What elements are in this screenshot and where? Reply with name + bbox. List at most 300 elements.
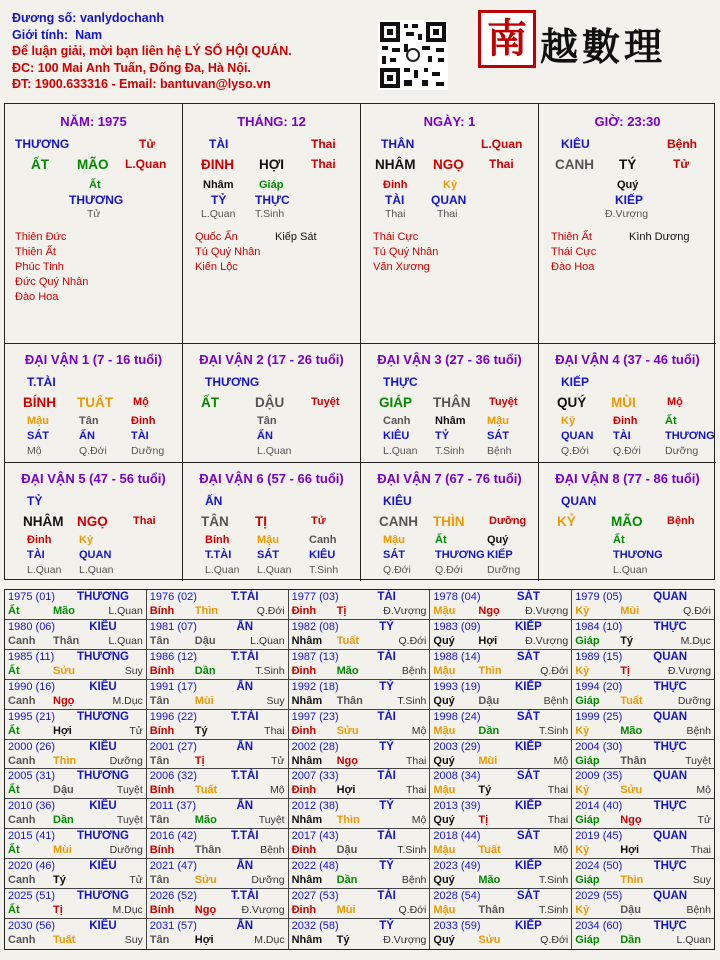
year-label: 1977 (03) <box>291 591 339 603</box>
year-stem: Kỷ <box>575 904 590 917</box>
year-stage: Bệnh <box>401 664 427 677</box>
year-branch: Tý <box>53 874 66 887</box>
year-god: QUAN <box>653 591 688 603</box>
year-branch: Sửu <box>194 874 217 887</box>
year-cell <box>5 859 147 889</box>
dai-van-hidden-god: SÁT <box>257 549 279 561</box>
year-branch: Ngọ <box>478 605 500 617</box>
dai-van-god: KIẾP <box>561 375 590 389</box>
year-cell <box>572 769 714 799</box>
year-label: 2002 (28) <box>291 740 339 753</box>
dai-van-8 <box>539 463 716 581</box>
year-label: 1979 (05) <box>575 591 623 603</box>
dai-van-hidden-stem: Mậu <box>27 415 49 427</box>
star-list <box>195 230 260 275</box>
dai-van-hidden-god: ẤN <box>79 430 95 442</box>
dai-van-hidden-stage: L.Quan <box>613 564 648 576</box>
year-label: 1985 (11) <box>8 650 55 663</box>
dai-van-hidden-god: THƯƠNG <box>435 549 485 561</box>
year-cell <box>147 620 289 650</box>
year-cell <box>5 590 147 620</box>
year-stem: Đinh <box>291 664 317 677</box>
year-label: 2025 (51) <box>8 890 56 903</box>
year-god: THỰC <box>653 860 687 873</box>
star-item: Kiến Lộc <box>195 261 238 273</box>
year-label: 2001 (27) <box>149 740 197 753</box>
dai-van-title: ĐẠI VẬN 1 (7 - 16 tuổi) <box>24 352 163 367</box>
year-stem: Canh <box>8 934 36 947</box>
year-stem: Bính <box>149 904 175 917</box>
year-label: 2011 (37) <box>149 800 197 813</box>
year-stem: Canh <box>8 694 36 707</box>
dai-van-stage: Tử <box>311 515 326 527</box>
dai-van-stage: Thai <box>133 515 156 527</box>
year-branch: Mão <box>53 605 75 617</box>
year-cell <box>289 919 431 949</box>
year-label: 2032 (58) <box>291 920 339 933</box>
gender-value: Nam <box>75 27 103 42</box>
year-branch: Hợi <box>620 844 640 857</box>
hidden-god: TÀI <box>385 193 405 207</box>
phone-email[interactable]: ĐT: 1900.633316 - Email: bantuvan@lyso.vn <box>12 77 271 92</box>
hidden-god: THỰC <box>255 193 290 207</box>
year-god: QUAN <box>653 770 688 783</box>
year-branch: Tuất <box>336 634 359 647</box>
year-god: TÀI <box>377 710 396 723</box>
dai-van-hidden-stem: Ất <box>665 415 677 427</box>
year-stage: T.Sinh <box>539 874 569 887</box>
year-stage: Mộ <box>270 784 285 797</box>
year-branch: Thân <box>620 754 647 767</box>
year-stage: Dưỡng <box>109 754 143 767</box>
dai-van-god: THƯƠNG <box>205 375 260 389</box>
year-god: T.TÀI <box>231 710 259 723</box>
year-stage: Bệnh <box>686 724 711 737</box>
year-stem: Mậu <box>433 904 456 917</box>
dai-van-hidden-stage: L.Quan <box>79 564 114 576</box>
year-cell <box>5 829 147 859</box>
year-stage: Tuyệt <box>685 754 711 767</box>
year-god: T.TÀI <box>231 890 259 903</box>
year-god: QUAN <box>653 830 688 843</box>
year-stage: Mộ <box>553 844 569 857</box>
year-god: KIẾP <box>514 920 542 933</box>
year-god: QUAN <box>653 890 688 903</box>
year-branch: Ngọ <box>336 754 358 767</box>
year-stage: Q.Đới <box>540 934 569 947</box>
year-god: TỶ <box>379 620 394 633</box>
dai-van-hidden-stage: L.Quan <box>257 445 292 457</box>
year-branch: Dần <box>53 814 74 827</box>
year-stem: Tân <box>149 934 170 947</box>
year-stage: Đ.Vượng <box>525 605 569 617</box>
dai-van-hidden-stage: Q.Đới <box>383 564 411 576</box>
year-god: SÁT <box>516 830 540 843</box>
dai-van-god: ẤN <box>205 494 223 508</box>
hidden-god: THƯƠNG <box>69 193 124 207</box>
year-stem: Đinh <box>291 844 317 857</box>
year-branch: Mùi <box>478 754 498 767</box>
year-branch: Mùi <box>194 694 214 707</box>
year-stem: Quý <box>433 754 455 767</box>
dai-van-hidden-stem: Bính <box>205 534 230 546</box>
brand-seal: 南 <box>478 10 536 68</box>
dai-van-stem: KỶ <box>557 514 576 529</box>
pillar-month <box>183 104 361 344</box>
pillar-title: NGÀY: 1 <box>423 114 476 129</box>
star-item: Thiên Ất <box>551 231 592 243</box>
year-stem: Kỷ <box>575 664 590 677</box>
year-stem: Ất <box>8 784 20 797</box>
star-item: Quốc Ấn <box>195 231 238 243</box>
stem-god: THÂN <box>381 137 415 151</box>
year-stem: Canh <box>8 754 36 767</box>
year-cell <box>5 680 147 710</box>
dai-van-hidden-god: QUAN <box>79 549 112 561</box>
star-item: Thiên Ất <box>15 246 56 258</box>
year-god: KIẾP <box>514 800 542 813</box>
year-stage: Q.Đới <box>256 605 285 617</box>
year-label: 2023 (49) <box>433 860 481 873</box>
year-god: TỶ <box>379 800 394 813</box>
year-stem: Tân <box>149 814 170 827</box>
dai-van-stem: CANH <box>379 514 418 529</box>
hidden-stage: Tử <box>87 208 101 220</box>
year-cell <box>147 590 289 620</box>
year-stage: M.Dục <box>254 934 285 947</box>
year-cell <box>430 740 572 770</box>
pillar-title: GIỜ: 23:30 <box>594 114 661 129</box>
year-cell <box>289 740 431 770</box>
year-stage: Thai <box>405 784 427 797</box>
year-stem: Quý <box>433 634 455 647</box>
star-item: Tú Quý Nhân <box>195 246 261 258</box>
year-cell <box>430 829 572 859</box>
dai-van-hidden-stem: Tân <box>257 415 277 427</box>
year-branch: Dần <box>620 934 641 947</box>
year-stage: T.Sinh <box>539 904 569 917</box>
branch-stage: Thai <box>489 157 514 171</box>
year-cell <box>147 889 289 919</box>
dai-van-hidden-stem: Đinh <box>131 415 156 427</box>
year-cell <box>147 680 289 710</box>
dai-van-title: ĐẠI VẬN 4 (37 - 46 tuổi) <box>555 352 700 367</box>
dai-van-title: ĐẠI VẬN 8 (77 - 86 tuổi) <box>555 471 700 486</box>
year-cell <box>289 620 431 650</box>
year-branch: Tý <box>620 634 634 647</box>
year-stage: Mộ <box>411 724 427 737</box>
star-item: Tú Quý Nhân <box>373 246 439 258</box>
year-stem: Đinh <box>291 904 317 917</box>
dai-van-title: ĐẠI VẬN 3 (27 - 36 tuổi) <box>377 352 522 367</box>
year-stage: Bệnh <box>543 694 569 707</box>
dai-van-stage: Bệnh <box>667 515 695 527</box>
year-branch: Mão <box>478 874 501 887</box>
dai-van-hidden-stem: Mậu <box>383 534 405 546</box>
year-stage: T.Sinh <box>397 694 427 707</box>
year-stage: Suy <box>124 664 143 677</box>
year-god: TÀI <box>377 770 396 783</box>
hidden-stem: Ất <box>89 179 101 191</box>
dai-van-hidden-stage: Dưỡng <box>131 445 165 457</box>
dai-van-hidden-god: SÁT <box>383 549 405 561</box>
hidden-stem: Nhâm <box>203 179 234 191</box>
year-god: TỶ <box>379 680 394 693</box>
year-branch: Tý <box>336 934 350 947</box>
dai-van-branch: NGỌ <box>77 514 108 529</box>
stem-god: TÀI <box>209 137 229 151</box>
year-branch: Dần <box>336 874 358 887</box>
dai-van-hidden-stem: Ất <box>435 534 447 546</box>
dai-van-hidden-god: SÁT <box>487 430 509 442</box>
earthly-branch: TÝ <box>619 157 637 172</box>
star-item: Đức Quý Nhân <box>15 276 89 288</box>
main-chart-grid <box>4 103 715 580</box>
year-label: 1983 (09) <box>433 620 481 633</box>
year-stage: M.Dục <box>680 634 711 647</box>
year-cell <box>430 590 572 620</box>
stem-stage: Tử <box>139 137 156 151</box>
dai-van-title: ĐẠI VẬN 2 (17 - 26 tuổi) <box>199 352 344 367</box>
owner-label: Đương số: <box>12 11 77 25</box>
dai-van-hidden-stem: Ất <box>613 534 625 546</box>
year-stem: Canh <box>8 814 36 827</box>
year-branch: Tị <box>336 605 347 617</box>
dai-van-1 <box>5 344 183 463</box>
year-label: 1982 (08) <box>291 620 339 633</box>
year-label: 2018 (44) <box>433 830 481 843</box>
year-stem: Nhâm <box>291 634 323 647</box>
year-cell <box>5 889 147 919</box>
dai-van-stage: Mộ <box>133 396 149 408</box>
year-branch: Tị <box>620 664 630 677</box>
year-cell <box>289 829 431 859</box>
year-stage: Tử <box>129 874 143 887</box>
dai-van-branch: MÃO <box>611 514 643 529</box>
star-item: Kiếp Sát <box>275 231 317 243</box>
year-stem: Nhâm <box>291 874 323 887</box>
year-stem: Bính <box>149 664 175 677</box>
year-label: 2015 (41) <box>8 830 56 843</box>
year-cell <box>572 859 714 889</box>
year-stage: Đ.Vượng <box>383 934 427 947</box>
dai-van-5 <box>5 463 183 581</box>
year-stem: Ất <box>8 664 20 677</box>
year-stage: T.Sinh <box>539 724 569 737</box>
owner-value: vanlydochanh <box>79 11 164 25</box>
year-stage: L.Quan <box>250 634 285 647</box>
year-stage: Dưỡng <box>251 874 285 887</box>
year-cell <box>147 769 289 799</box>
stem-stage: L.Quan <box>481 137 523 151</box>
branch-stage: Thai <box>311 157 336 171</box>
dai-van-branch: MÙI <box>611 395 636 410</box>
year-stage: Đ.Vượng <box>383 605 427 617</box>
hidden-stage: L.Quan <box>201 208 236 220</box>
year-cell <box>289 590 431 620</box>
year-stem: Bính <box>149 605 175 617</box>
year-label: 2027 (53) <box>291 890 339 903</box>
year-label: 2012 (38) <box>291 800 339 813</box>
year-branch: Thân <box>194 844 222 857</box>
year-stage: Tử <box>271 754 285 767</box>
dai-van-stage: Tuyệt <box>311 396 340 408</box>
dai-van-hidden-god: T.TÀI <box>205 549 232 561</box>
year-god: SÁT <box>516 890 540 903</box>
year-stem: Nhâm <box>291 694 323 707</box>
year-branch: Thìn <box>620 874 644 887</box>
year-god: ẤN <box>236 920 254 933</box>
year-label: 1996 (22) <box>149 710 197 723</box>
year-stem: Mậu <box>433 664 456 677</box>
year-god: THƯƠNG <box>77 770 129 783</box>
dai-van-hidden-god: TÀI <box>27 549 45 561</box>
dai-van-hidden-stage: Dưỡng <box>487 564 521 576</box>
year-god: QUAN <box>653 650 688 663</box>
year-cell <box>430 799 572 829</box>
dai-van-hidden-god: KIÊU <box>383 430 410 442</box>
hidden-stem: Đinh <box>383 179 408 191</box>
year-stage: T.Sinh <box>397 844 427 857</box>
contact-note: Để luận giải, mời bạn liên hệ LÝ SỐ HỘI QUÁN. <box>12 44 292 59</box>
year-stage: Thai <box>547 784 569 797</box>
address: ĐC: 100 Mai Anh Tuấn, Đống Đa, Hà Nội. <box>12 60 251 75</box>
dai-van-hidden-stage: Mộ <box>27 445 42 457</box>
hidden-god: QUAN <box>431 193 467 207</box>
year-label: 1986 (12) <box>149 650 197 663</box>
year-god: KIÊU <box>89 620 117 633</box>
dai-van-hidden-god: TÀI <box>131 430 149 442</box>
year-cell <box>147 919 289 949</box>
star-list <box>15 230 88 305</box>
hidden-god: TỶ <box>211 193 227 207</box>
hidden-stage: Thai <box>385 208 406 220</box>
year-god: ẤN <box>236 620 254 633</box>
year-god: THƯƠNG <box>77 890 129 903</box>
dai-van-hidden-god: KIẾP <box>487 549 513 561</box>
year-label: 2020 (46) <box>8 860 56 873</box>
year-god: ẤN <box>236 860 254 873</box>
year-label: 1984 (10) <box>575 620 623 633</box>
year-label: 2009 (35) <box>575 770 623 783</box>
year-branch: Mão <box>336 664 359 677</box>
year-god: TÀI <box>377 591 396 603</box>
year-cell <box>430 710 572 740</box>
year-cell <box>147 799 289 829</box>
year-cell <box>430 769 572 799</box>
year-branch: Thìn <box>478 664 502 677</box>
year-label: 2021 (47) <box>149 860 197 873</box>
star-list <box>373 230 438 275</box>
year-label: 2029 (55) <box>575 890 623 903</box>
year-branch: Tị <box>194 754 205 767</box>
heavenly-stem: CANH <box>555 157 594 172</box>
dai-van-3 <box>361 344 539 463</box>
year-cell <box>289 799 431 829</box>
year-cell <box>5 799 147 829</box>
year-stem: Quý <box>433 694 455 707</box>
dai-van-hidden-stem: Kỷ <box>79 534 94 546</box>
dai-van-stage: Mộ <box>667 396 683 408</box>
year-stem: Giáp <box>575 874 600 887</box>
dai-van-title: ĐẠI VẬN 7 (67 - 76 tuổi) <box>377 471 522 486</box>
dai-van-4 <box>539 344 716 463</box>
year-branch: Sửu <box>620 784 643 797</box>
year-stage: Tử <box>697 814 711 827</box>
dai-van-hidden-god: TÀI <box>613 430 631 442</box>
year-stage: Đ.Vượng <box>667 664 711 677</box>
year-stem: Đinh <box>291 605 317 617</box>
year-cell <box>147 650 289 680</box>
year-stage: M.Dục <box>112 694 143 707</box>
year-cell <box>289 710 431 740</box>
dai-van-hidden-stem: Đinh <box>613 415 638 427</box>
year-cell <box>572 829 714 859</box>
year-stage: Thai <box>264 724 285 737</box>
year-label: 1998 (24) <box>433 710 481 723</box>
year-branch: Mão <box>620 724 643 737</box>
year-label: 2024 (50) <box>575 860 623 873</box>
year-branch: Dậu <box>194 634 216 647</box>
dai-van-hidden-stem: Nhâm <box>435 415 466 427</box>
year-god: ẤN <box>236 680 254 693</box>
year-stage: Bệnh <box>260 844 285 857</box>
year-stem: Tân <box>149 694 170 707</box>
year-branch: Dậu <box>620 904 641 917</box>
year-stem: Mậu <box>433 724 456 737</box>
brand-logo <box>478 10 712 72</box>
year-cell <box>289 889 431 919</box>
dai-van-branch: TUẤT <box>77 395 113 410</box>
year-stage: Tử <box>129 724 143 737</box>
dai-van-hidden-god: ẤN <box>257 430 273 442</box>
year-god: KIÊU <box>89 860 117 873</box>
year-stem: Bính <box>149 784 175 797</box>
dai-van-hidden-stem: Canh <box>383 415 411 427</box>
year-stem: Kỷ <box>575 844 590 857</box>
star-list <box>551 230 596 275</box>
year-label: 1997 (23) <box>291 710 339 723</box>
dai-van-god: T.TÀI <box>27 375 56 389</box>
dai-van-hidden-stem: Mậu <box>257 534 279 546</box>
year-branch: Tuất <box>620 694 643 707</box>
year-stage: Bệnh <box>686 904 711 917</box>
year-stage: Mộ <box>696 784 711 797</box>
hidden-stage: Thai <box>437 208 458 220</box>
dai-van-hidden-stem: Kỷ <box>561 415 576 427</box>
year-branch: Dậu <box>53 784 74 797</box>
year-god: THỰC <box>653 740 687 753</box>
year-god: THƯƠNG <box>77 830 129 843</box>
year-cell <box>572 680 714 710</box>
dai-van-hidden-stage: L.Quan <box>205 564 240 576</box>
qr-code-icon[interactable] <box>378 20 448 90</box>
year-cell <box>5 740 147 770</box>
year-branch: Tuất <box>53 934 76 947</box>
year-god: T.TÀI <box>231 830 259 843</box>
year-cell <box>572 889 714 919</box>
year-stem: Kỷ <box>575 784 590 797</box>
year-label: 1990 (16) <box>8 680 56 693</box>
year-label: 2010 (36) <box>8 800 56 813</box>
year-god: SÁT <box>516 591 540 603</box>
dai-van-branch: TỊ <box>255 514 267 529</box>
year-cell <box>147 710 289 740</box>
dai-van-title: ĐẠI VẬN 5 (47 - 56 tuổi) <box>21 471 166 486</box>
year-cell <box>147 859 289 889</box>
year-cell <box>5 710 147 740</box>
year-cell <box>572 590 714 620</box>
